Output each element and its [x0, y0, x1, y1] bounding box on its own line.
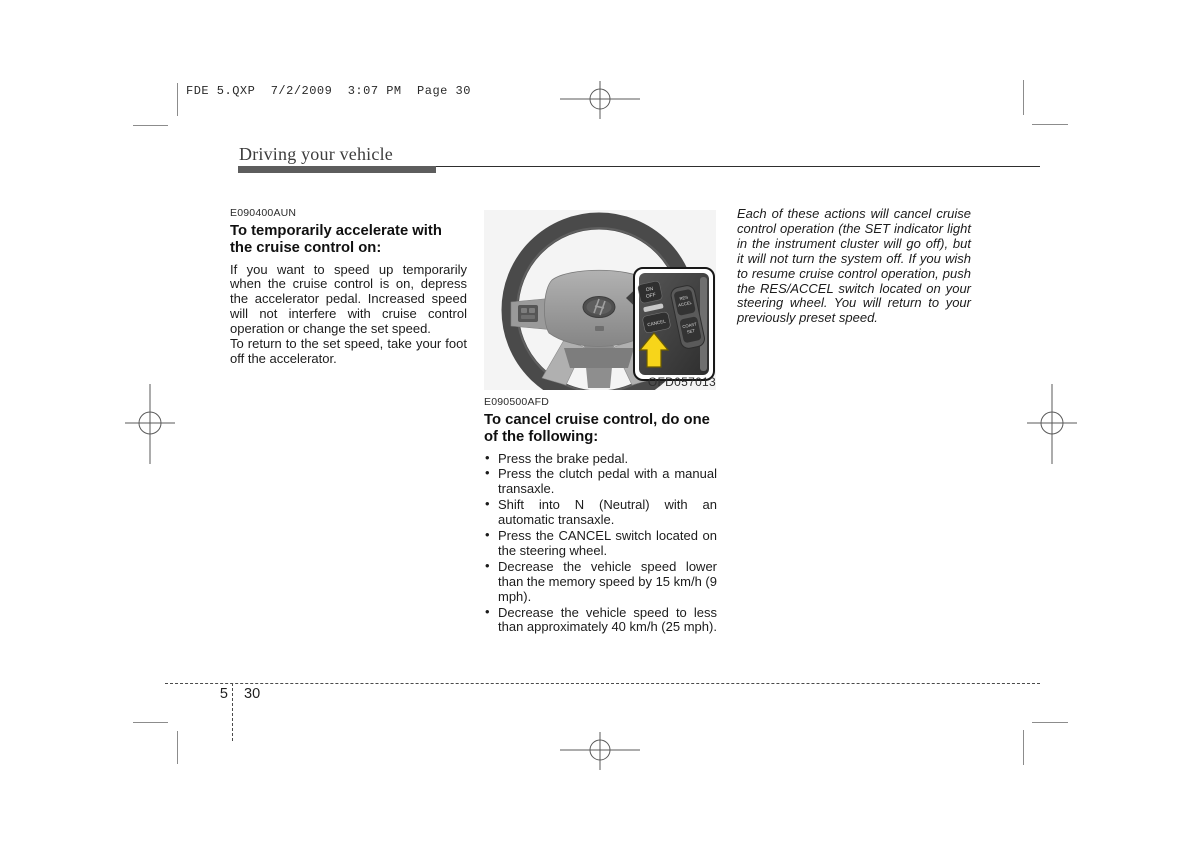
list-item: • Shift into N (Neutral) with an automatic transaxle.: [484, 498, 717, 528]
res-accel-button-label-accel: ACCEL: [677, 299, 693, 308]
list-item: • Decrease the vehicle speed lower than the memory speed by 15 km/h (9 mph).: [484, 560, 717, 605]
registration-mark-right: [1023, 384, 1081, 464]
printer-slug: FDE 5.QXP 7/2/2009 3:07 PM Page 30: [186, 84, 471, 98]
section-code: E090500AFD: [484, 396, 550, 408]
hub-lower: [564, 348, 634, 368]
crop-mark-top-left-v: [177, 83, 178, 116]
crop-mark-top-left-h: [133, 125, 168, 126]
crop-mark-top-right-h: [1032, 124, 1068, 125]
crop-mark-bottom-left-h: [133, 722, 168, 723]
page-number-page: 30: [244, 686, 261, 702]
paragraph: Each of these actions will cancel cruise control operation (the SET indicator light in the instrument cluster will go off), but it will not turn the system off. If you wish to resume cruise control operation, push the RES/ACCEL switch located on your steering wheel. You will return to your previously preset speed.: [737, 206, 971, 326]
section-heading: To cancel cruise control, do one of the following:: [484, 411, 710, 445]
paragraph: To return to the set speed, take your foot off the accelerator.: [230, 336, 467, 366]
registration-mark-bottom: [559, 729, 641, 773]
page-number: [200, 686, 260, 702]
middle-column: [484, 395, 717, 636]
list-item: • Press the clutch pedal with a manual transaxle.: [484, 467, 717, 497]
footer-dashed-rule: [165, 683, 1040, 684]
list-item: • Decrease the vehicle speed to less than approximately 40 km/h (25 mph).: [484, 606, 717, 636]
section-code: E090400AUN: [230, 207, 297, 219]
registration-mark-top: [559, 78, 641, 122]
section-heading: To temporarily accelerate with the cruise control on:: [230, 222, 442, 256]
registration-mark-left: [121, 384, 179, 464]
cancel-methods-list: [484, 452, 717, 636]
steering-wheel-illustration: [484, 210, 716, 390]
figure-code: OFD057013: [647, 375, 716, 389]
page-number-section: 5: [219, 686, 228, 702]
paragraph: If you want to speed up temporarily when the cruise control is on, depress the accelerator pedal. Increased speed will not interfere with cruise control operation or change the set speed.: [230, 261, 467, 337]
crop-mark-bottom-right-h: [1032, 722, 1068, 723]
onoff-button-label-off: OFF: [645, 292, 657, 301]
crop-mark-top-right-v: [1023, 80, 1024, 115]
crop-mark-bottom-right-v: [1023, 730, 1024, 765]
list-item: • Press the brake pedal.: [484, 452, 717, 467]
coast-set-button-label-coast: COAST: [681, 321, 698, 330]
crop-mark-bottom-left-v: [177, 731, 178, 764]
chapter-title: Driving your vehicle: [239, 144, 393, 164]
list-item: • Press the CANCEL switch located on the steering wheel.: [484, 529, 717, 559]
left-switch-cluster: [518, 305, 538, 322]
chapter-rule-bar: [238, 166, 436, 173]
steering-wheel-figure: [484, 210, 716, 390]
coast-set-button-label-set: SET: [686, 327, 696, 335]
cancel-button-label: CANCEL: [646, 318, 667, 328]
onoff-button-label-on: ON: [645, 285, 654, 294]
right-column: [737, 207, 971, 326]
res-accel-button-label-res: RES: [678, 294, 689, 302]
left-column: [230, 206, 467, 367]
horn-mark: [595, 326, 604, 331]
